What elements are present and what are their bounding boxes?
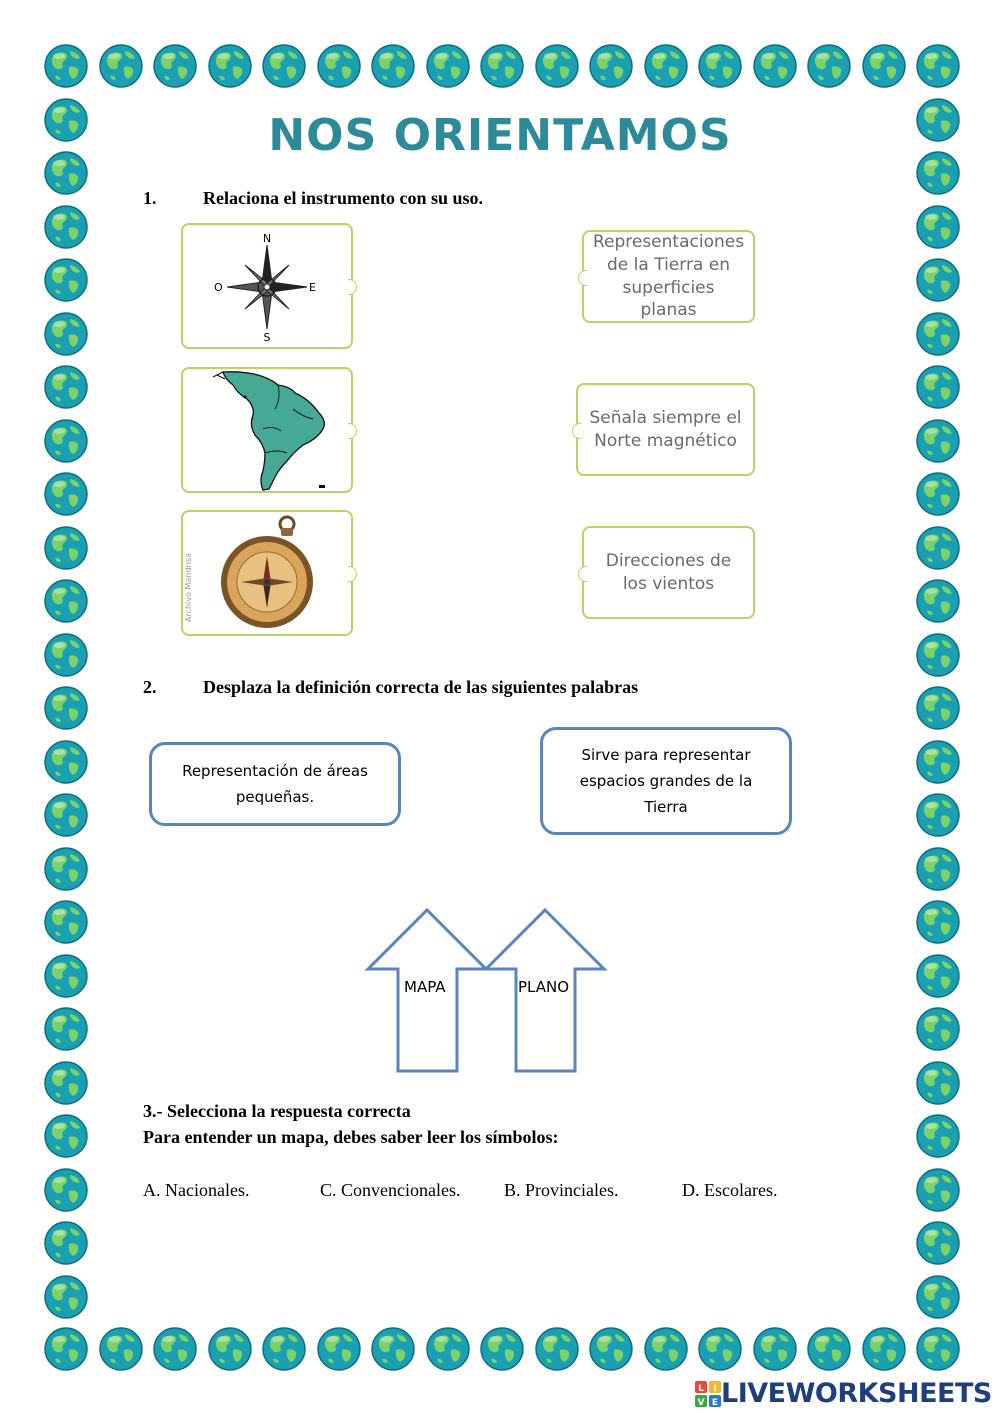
- globe-icon: [806, 1326, 852, 1372]
- globe-icon: [207, 1326, 253, 1372]
- question-1-text: Relaciona el instrumento con su uso.: [203, 188, 484, 208]
- globe-icon: [915, 1220, 961, 1266]
- south-label: S: [263, 331, 271, 344]
- globe-icon: [43, 204, 89, 250]
- badge-letter-l: L: [698, 1383, 704, 1394]
- arrow-label-mapa: MAPA: [404, 978, 446, 996]
- definition-card-1[interactable]: [582, 230, 755, 323]
- globe-icon: [752, 43, 798, 89]
- globe-icon: [915, 418, 961, 464]
- pocket-compass-icon: [183, 512, 351, 634]
- globe-icon: [425, 1326, 471, 1372]
- definition-box-large-spaces-text: Sirve para representar espacios grandes de la Tierra: [579, 745, 753, 817]
- option-d[interactable]: D. Escolares.: [682, 1180, 778, 1200]
- globe-icon: [915, 792, 961, 838]
- globe-icon: [43, 418, 89, 464]
- globe-icon: [915, 953, 961, 999]
- globe-icon: [752, 1326, 798, 1372]
- globe-icon: [43, 578, 89, 624]
- globe-icon: [43, 792, 89, 838]
- badge-letter-v: V: [697, 1397, 705, 1407]
- compass-rose-icon: [183, 225, 351, 347]
- compass-rose-card[interactable]: [181, 223, 353, 349]
- globe-icon: [643, 43, 689, 89]
- globe-icon: [479, 43, 525, 89]
- question-1-number: 1.: [143, 188, 157, 208]
- globe-icon: [43, 311, 89, 357]
- option-c[interactable]: C. Convencionales.: [320, 1180, 461, 1200]
- definition-box-small-areas-text: Representación de áreas pequeñas.: [182, 761, 368, 806]
- globe-icon: [915, 311, 961, 357]
- globe-icon: [43, 364, 89, 410]
- question-3-heading: 3.- Selecciona la respuesta correcta: [143, 1101, 411, 1121]
- globe-icon: [915, 364, 961, 410]
- definition-card-3[interactable]: [582, 526, 755, 619]
- globe-icon: [43, 525, 89, 571]
- globe-icon: [43, 1060, 89, 1106]
- definition-card-2[interactable]: [576, 383, 755, 476]
- globe-icon: [43, 739, 89, 785]
- globe-icon: [588, 43, 634, 89]
- globe-icon: [316, 1326, 362, 1372]
- globe-icon: [915, 1326, 961, 1372]
- globe-icon: [43, 953, 89, 999]
- globe-icon: [152, 43, 198, 89]
- globe-icon: [697, 1326, 743, 1372]
- globe-icon: [43, 1274, 89, 1320]
- definition-1-text: Representaciones de la Tierra en superficies planas: [592, 231, 745, 321]
- globe-icon: [861, 1326, 907, 1372]
- option-b[interactable]: B. Provinciales.: [504, 1180, 619, 1200]
- globe-icon: [43, 257, 89, 303]
- globe-icon: [915, 257, 961, 303]
- globe-icon: [806, 43, 852, 89]
- globe-icon: [43, 43, 89, 89]
- globe-icon: [915, 632, 961, 678]
- option-a[interactable]: A. Nacionales.: [143, 1180, 250, 1200]
- globe-icon: [316, 43, 362, 89]
- globe-icon: [861, 43, 907, 89]
- globe-icon: [643, 1326, 689, 1372]
- globe-icon: [43, 1167, 89, 1213]
- globe-icon: [915, 525, 961, 571]
- globe-icon: [697, 43, 743, 89]
- globe-icon: [915, 1006, 961, 1052]
- globe-icon: [479, 1326, 525, 1372]
- globe-icon: [425, 43, 471, 89]
- badge-letter-e: E: [711, 1397, 719, 1407]
- globe-icon: [534, 43, 580, 89]
- globe-icon: [370, 1326, 416, 1372]
- globe-icon: [43, 632, 89, 678]
- globe-icon: [43, 685, 89, 731]
- globe-icon: [915, 578, 961, 624]
- south-america-map-icon: [183, 369, 351, 491]
- definition-box-large-spaces[interactable]: [540, 727, 792, 835]
- globe-icon: [915, 739, 961, 785]
- globe-icon: [915, 1274, 961, 1320]
- globe-icon: [98, 43, 144, 89]
- globe-icon: [261, 1326, 307, 1372]
- page-title: NOS ORIENTAMOS: [268, 110, 732, 161]
- globe-icon: [915, 204, 961, 250]
- globe-icon: [207, 43, 253, 89]
- liveworksheets-brand: LIVEWORKSHEETS: [721, 1378, 992, 1409]
- globe-icon: [915, 899, 961, 945]
- globe-icon: [915, 1060, 961, 1106]
- globe-icon: [915, 1167, 961, 1213]
- globe-icon: [43, 846, 89, 892]
- globe-icon: [915, 846, 961, 892]
- question-2-number: 2.: [143, 677, 157, 697]
- globe-icon: [43, 471, 89, 517]
- globe-icon: [915, 43, 961, 89]
- globe-icon: [261, 43, 307, 89]
- west-label: O: [214, 281, 223, 294]
- live-badge-icon: [695, 1381, 721, 1407]
- globe-icon: [152, 1326, 198, 1372]
- north-label: N: [262, 232, 272, 245]
- drop-arrows: [360, 905, 620, 1075]
- globe-icon: [43, 1113, 89, 1159]
- question-2-text: Desplaza la definición correcta de las siguientes palabras: [203, 677, 639, 697]
- globe-icon: [98, 1326, 144, 1372]
- definition-2-text: Señala siempre el Norte magnético: [589, 407, 742, 451]
- arrow-label-plano: PLANO: [518, 978, 570, 996]
- globe-icon: [915, 685, 961, 731]
- definition-box-small-areas[interactable]: [149, 742, 401, 826]
- globe-icon: [915, 1113, 961, 1159]
- globe-icon: [588, 1326, 634, 1372]
- definition-3-text: Direcciones de los vientos: [605, 550, 732, 594]
- pocket-compass-card[interactable]: [181, 510, 353, 636]
- globe-icon: [534, 1326, 580, 1372]
- image-credit: Archivo Mandrisa: [184, 553, 193, 622]
- badge-letter-i: I: [713, 1383, 717, 1394]
- globe-icon: [43, 1326, 89, 1372]
- globe-icon: [43, 1220, 89, 1266]
- globe-icon: [43, 899, 89, 945]
- east-label: E: [309, 281, 316, 294]
- question-3-prompt: Para entender un mapa, debes saber leer los símbolos:: [143, 1127, 559, 1147]
- globe-icon: [43, 1006, 89, 1052]
- liveworksheets-logo: [695, 1378, 992, 1409]
- map-card[interactable]: [181, 367, 353, 493]
- globe-icon: [915, 471, 961, 517]
- globe-icon: [370, 43, 416, 89]
